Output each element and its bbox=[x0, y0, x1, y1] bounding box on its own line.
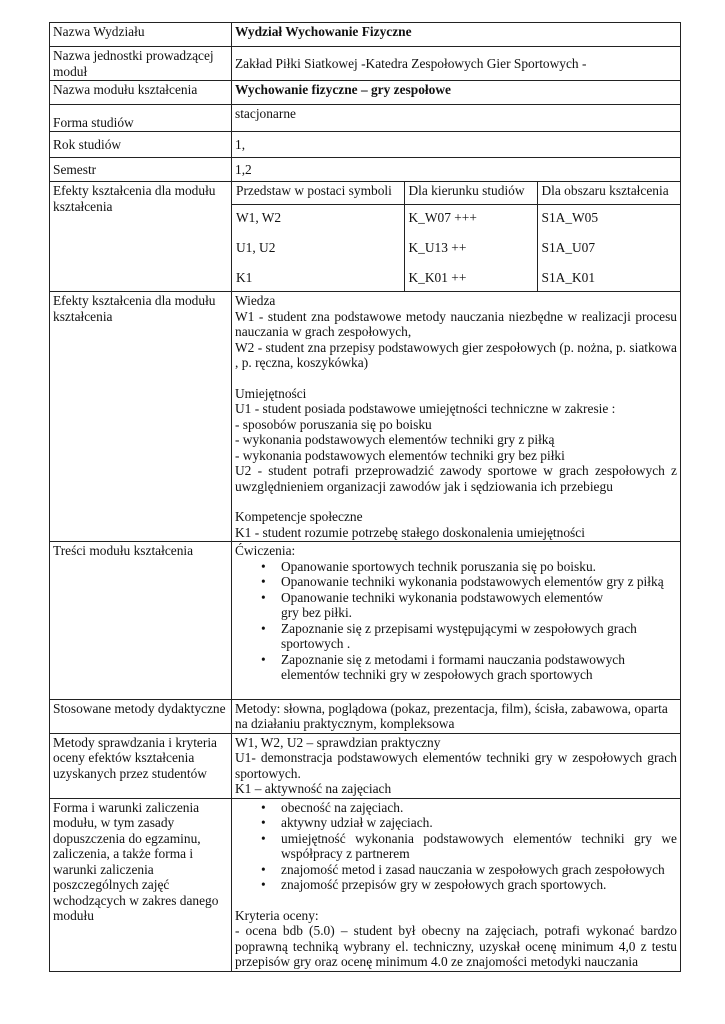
content-value bbox=[232, 542, 681, 700]
area-u: S1A_U07 bbox=[541, 240, 596, 255]
field-k: K_K01 ++ bbox=[408, 270, 467, 285]
field-w: K_W07 +++ bbox=[408, 210, 477, 225]
learning-outcomes-label: Efekty kształcenia dla modułu kształcenia bbox=[50, 182, 232, 292]
study-year-value: 1, bbox=[232, 132, 681, 158]
grading-criteria-heading: Kryteria oceny: bbox=[235, 907, 319, 923]
skills-heading: Umiejętności bbox=[235, 385, 307, 401]
module-description-table bbox=[49, 22, 681, 972]
exercises-heading: Ćwiczenia: bbox=[235, 543, 296, 558]
knowledge-heading: Wiedza bbox=[235, 293, 276, 308]
methods-label: Stosowane metody dydaktyczne bbox=[50, 699, 232, 733]
unit-value: Zakład Piłki Siatkowej -Katedra Zespołowych Gier Sportowych - bbox=[232, 47, 681, 81]
content-list-item: • Opanowanie techniki wykonania podstawowych elementów gry bez piłki. bbox=[235, 590, 677, 621]
assessment-label: Metody sprawdzania i kryteria oceny efektów kształcenia uzyskanych przez studentów bbox=[50, 733, 232, 798]
module-name-value: Wychowanie fizyczne – gry zespołowe bbox=[232, 81, 681, 105]
symbol-k: K1 bbox=[236, 270, 253, 285]
skills-item: - wykonania podstawowych elementów techniki gry z piłką bbox=[235, 432, 555, 447]
skills-item: U2 - student potrafi przeprowadzić zawody sportowe w grach zespołowych z uwzględnieniem organizacji zawodów jak i sędziowania ich przebiegu bbox=[235, 463, 677, 494]
faculty-label: Nazwa Wydziału bbox=[50, 23, 232, 47]
assessment-value bbox=[232, 733, 681, 798]
conditions-list-item: • obecność na zajęciach. bbox=[235, 800, 677, 816]
conditions-label: Forma i warunki zaliczenia modułu, w tym zasady dopuszczenia do egzaminu, zaliczenia, a także forma i warunki zaliczenia poszczególnych zajęć wchodzących w zakres danego modułu bbox=[50, 798, 232, 971]
study-year-label: Rok studiów bbox=[50, 132, 232, 158]
grading-criteria-text: - ocena bdb (5.0) – student był obecny na zajęciach, potrafi wykonać bardzo poprawną techniką wybrany el. techniczny, uzyskał ocenę minimum 4,0 z testu przepisów gry oraz ocenę minimum 4.0 ze znajomości metodyki nauczania bbox=[235, 923, 677, 969]
competences-item: K1 - student rozumie potrzebę stałego doskonalenia umiejętności bbox=[235, 524, 585, 540]
semester-value: 1,2 bbox=[232, 158, 681, 182]
outcomes-description bbox=[232, 292, 681, 542]
conditions-list-item: • znajomość metod i zasad nauczania w zespołowych grach zespołowych bbox=[235, 862, 677, 878]
study-form-value: stacjonarne bbox=[232, 105, 681, 132]
outcomes-description-label: Efekty kształcenia dla modułu kształcenia bbox=[50, 292, 232, 542]
content-label: Treści modułu kształcenia bbox=[50, 542, 232, 700]
knowledge-item: W1 - student zna podstawowe metody nauczania niezbędne w realizacji procesu nauczania w grach zespołowych, bbox=[235, 308, 677, 339]
competences-heading: Kompetencje społeczne bbox=[235, 509, 363, 524]
conditions-list-item: • znajomość przepisów gry w zespołowych grach sportowych. bbox=[235, 877, 677, 893]
skills-item: - wykonania podstawowych elementów techniki gry bez piłki bbox=[235, 447, 565, 463]
skills-item: U1 - student posiada podstawowe umiejętności techniczne w zakresie : bbox=[235, 401, 616, 416]
symbols-header: Przedstaw w postaci symboli bbox=[232, 182, 404, 205]
conditions-list-item: • aktywny udział w zajęciach. bbox=[235, 815, 677, 831]
assessment-line: K1 – aktywność na zajęciach bbox=[235, 781, 392, 796]
area-k: S1A_K01 bbox=[541, 270, 596, 285]
faculty-value: Wydział Wychowanie Fizyczne bbox=[232, 23, 681, 47]
symbol-w: W1, W2 bbox=[236, 210, 282, 225]
content-list-item: • Zapoznanie się z przepisami występującymi w zespołowych grach sportowych . bbox=[235, 621, 677, 652]
semester-label: Semestr bbox=[50, 158, 232, 182]
symbol-u: U1, U2 bbox=[236, 240, 276, 255]
area-header: Dla obszaru kształcenia bbox=[537, 182, 680, 205]
area-w: S1A_W05 bbox=[541, 210, 599, 225]
module-name-label: Nazwa modułu kształcenia bbox=[50, 81, 232, 105]
skills-item: - sposobów poruszania się po boisku bbox=[235, 416, 432, 432]
learning-outcomes-symbols bbox=[232, 182, 681, 292]
field-u: K_U13 ++ bbox=[408, 240, 467, 255]
content-list-item: • Zapoznanie się z metodami i formami nauczania podstawowych elementów techniki gry w zespołowych grach sportowych bbox=[235, 652, 677, 683]
unit-label: Nazwa jednostki prowadzącej moduł bbox=[50, 47, 232, 81]
conditions-list-item: • umiejętność wykonania podstawowych elementów techniki gry we współpracy z partnerem bbox=[235, 831, 677, 862]
assessment-line: U1- demonstracja podstawowych elementów techniki gry w zespołowych grach sportowych. bbox=[235, 750, 677, 781]
outcomes-subtable bbox=[232, 182, 680, 291]
field-header: Dla kierunku studiów bbox=[404, 182, 537, 205]
knowledge-item: W2 - student zna przepisy podstawowych gier zespołowych (p. nożna, p. siatkowa , p. ręczna, koszykówka) bbox=[235, 339, 677, 370]
content-list-item: • Opanowanie sportowych technik poruszania się po boisku. bbox=[235, 559, 677, 575]
assessment-line: W1, W2, U2 – sprawdzian praktyczny bbox=[235, 734, 441, 750]
content-list-item: • Opanowanie techniki wykonania podstawowych elementów gry z piłką bbox=[235, 574, 677, 590]
conditions-value bbox=[232, 798, 681, 971]
methods-value: Metody: słowna, poglądowa (pokaz, prezentacja, film), ścisła, zabawowa, oparta na działaniu praktycznym, kompleksowa bbox=[232, 699, 681, 733]
study-form-label: Forma studiów bbox=[50, 105, 232, 132]
